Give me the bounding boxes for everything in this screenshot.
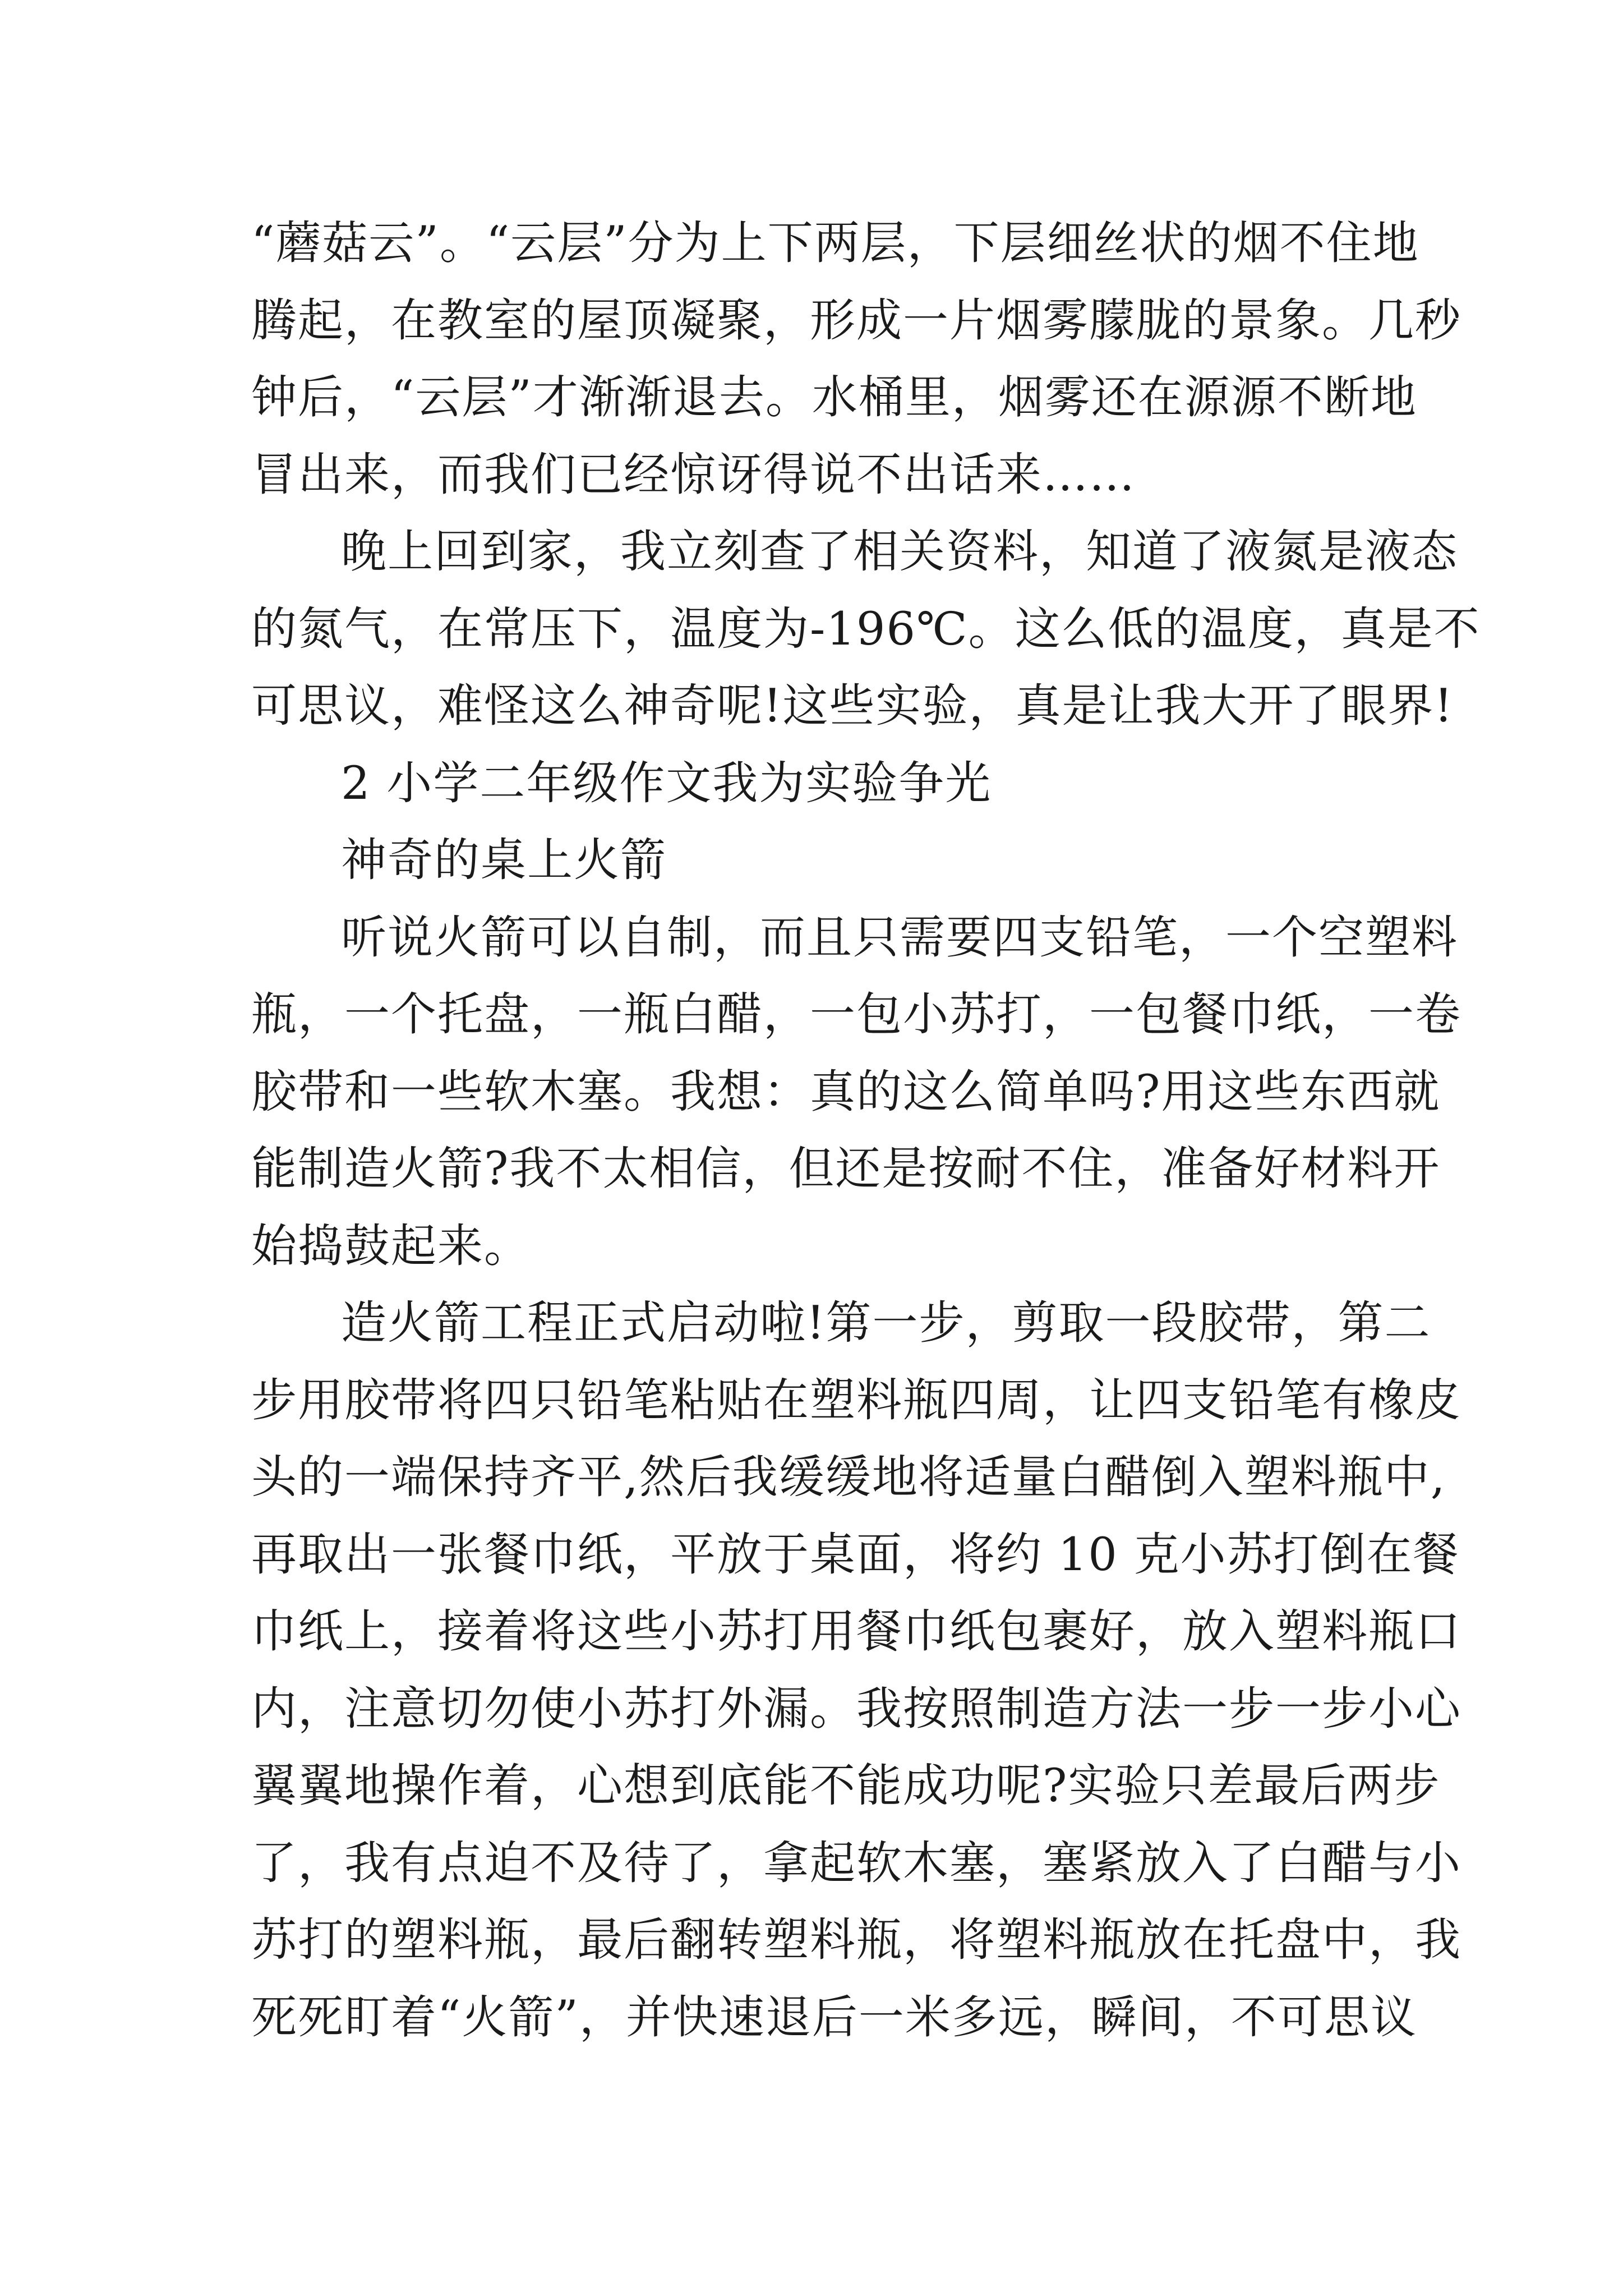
text-line: 苏打的塑料瓶，最后翻转塑料瓶，将塑料瓶放在托盘中，我 [251,1914,1462,1967]
text-line: 翼翼地操作着，心想到底能不能成功呢?实验只差最后两步 [251,1760,1441,1812]
text-line: “蘑菇云”。“云层”分为上下两层，下层细丝状的烟不住地 [251,217,1419,270]
text-line: 巾纸上，接着将这些小苏打用餐巾纸包裹好，放入塑料瓶口 [251,1605,1462,1658]
text-line: 再取出一张餐巾纸，平放于桌面，将约 10 克小苏打倒在餐 [251,1528,1460,1581]
text-line: 钟后，“云层”才渐渐退去。水桶里，烟雾还在源源不断地 [251,371,1417,424]
text-line: 冒出来，而我们已经惊讶得说不出话来…… [251,448,1136,501]
text-line: 始捣鼓起来。 [251,1220,531,1273]
text-line: 头的一端保持齐平,然后我缓缓地将适量白醋倒入塑料瓶中, [251,1451,1446,1504]
text-line: 瓶，一个托盘，一瓶白醋，一包小苏打，一包餐巾纸，一卷 [251,988,1462,1041]
text-line: 死死盯着“火箭”，并快速退后一米多远，瞬间，不可思议 [251,1991,1417,2044]
text-line: 了，我有点迫不及待了，拿起软木塞，塞紧放入了白醋与小 [251,1837,1462,1890]
text-line: 造火箭工程正式启动啦!第一步，剪取一段胶带，第二 [341,1297,1431,1350]
text-line: 内，注意切勿使小苏打外漏。我按照制造方法一步一步小心 [251,1682,1462,1736]
text-line: 2 小学二年级作文我为实验争光 [341,757,992,810]
text-line: 胶带和一些软木塞。我想：真的这么简单吗?用这些东西就 [251,1065,1441,1119]
text-line: 可思议，难怪这么神奇呢!这些实验，真是让我大开了眼界! [251,680,1454,733]
text-line: 听说火箭可以自制，而且只需要四支铅笔，一个空塑料 [341,911,1459,964]
text-line: 的氮气，在常压下，温度为-196℃。这么低的温度，真是不 [251,602,1481,656]
text-line: 晚上回到家，我立刻查了相关资料，知道了液氮是液态 [341,526,1459,578]
text-line: 能制造火箭?我不太相信，但还是按耐不住，准备好材料开 [251,1143,1441,1195]
text-line: 步用胶带将四只铅笔粘贴在塑料瓶四周，让四支铅笔有橡皮 [251,1374,1462,1427]
text-line: 神奇的桌上火箭 [341,834,667,887]
text-line: 腾起，在教室的屋顶凝聚，形成一片烟雾朦胧的景象。几秒 [251,294,1462,347]
essay-body [251,205,1481,2056]
